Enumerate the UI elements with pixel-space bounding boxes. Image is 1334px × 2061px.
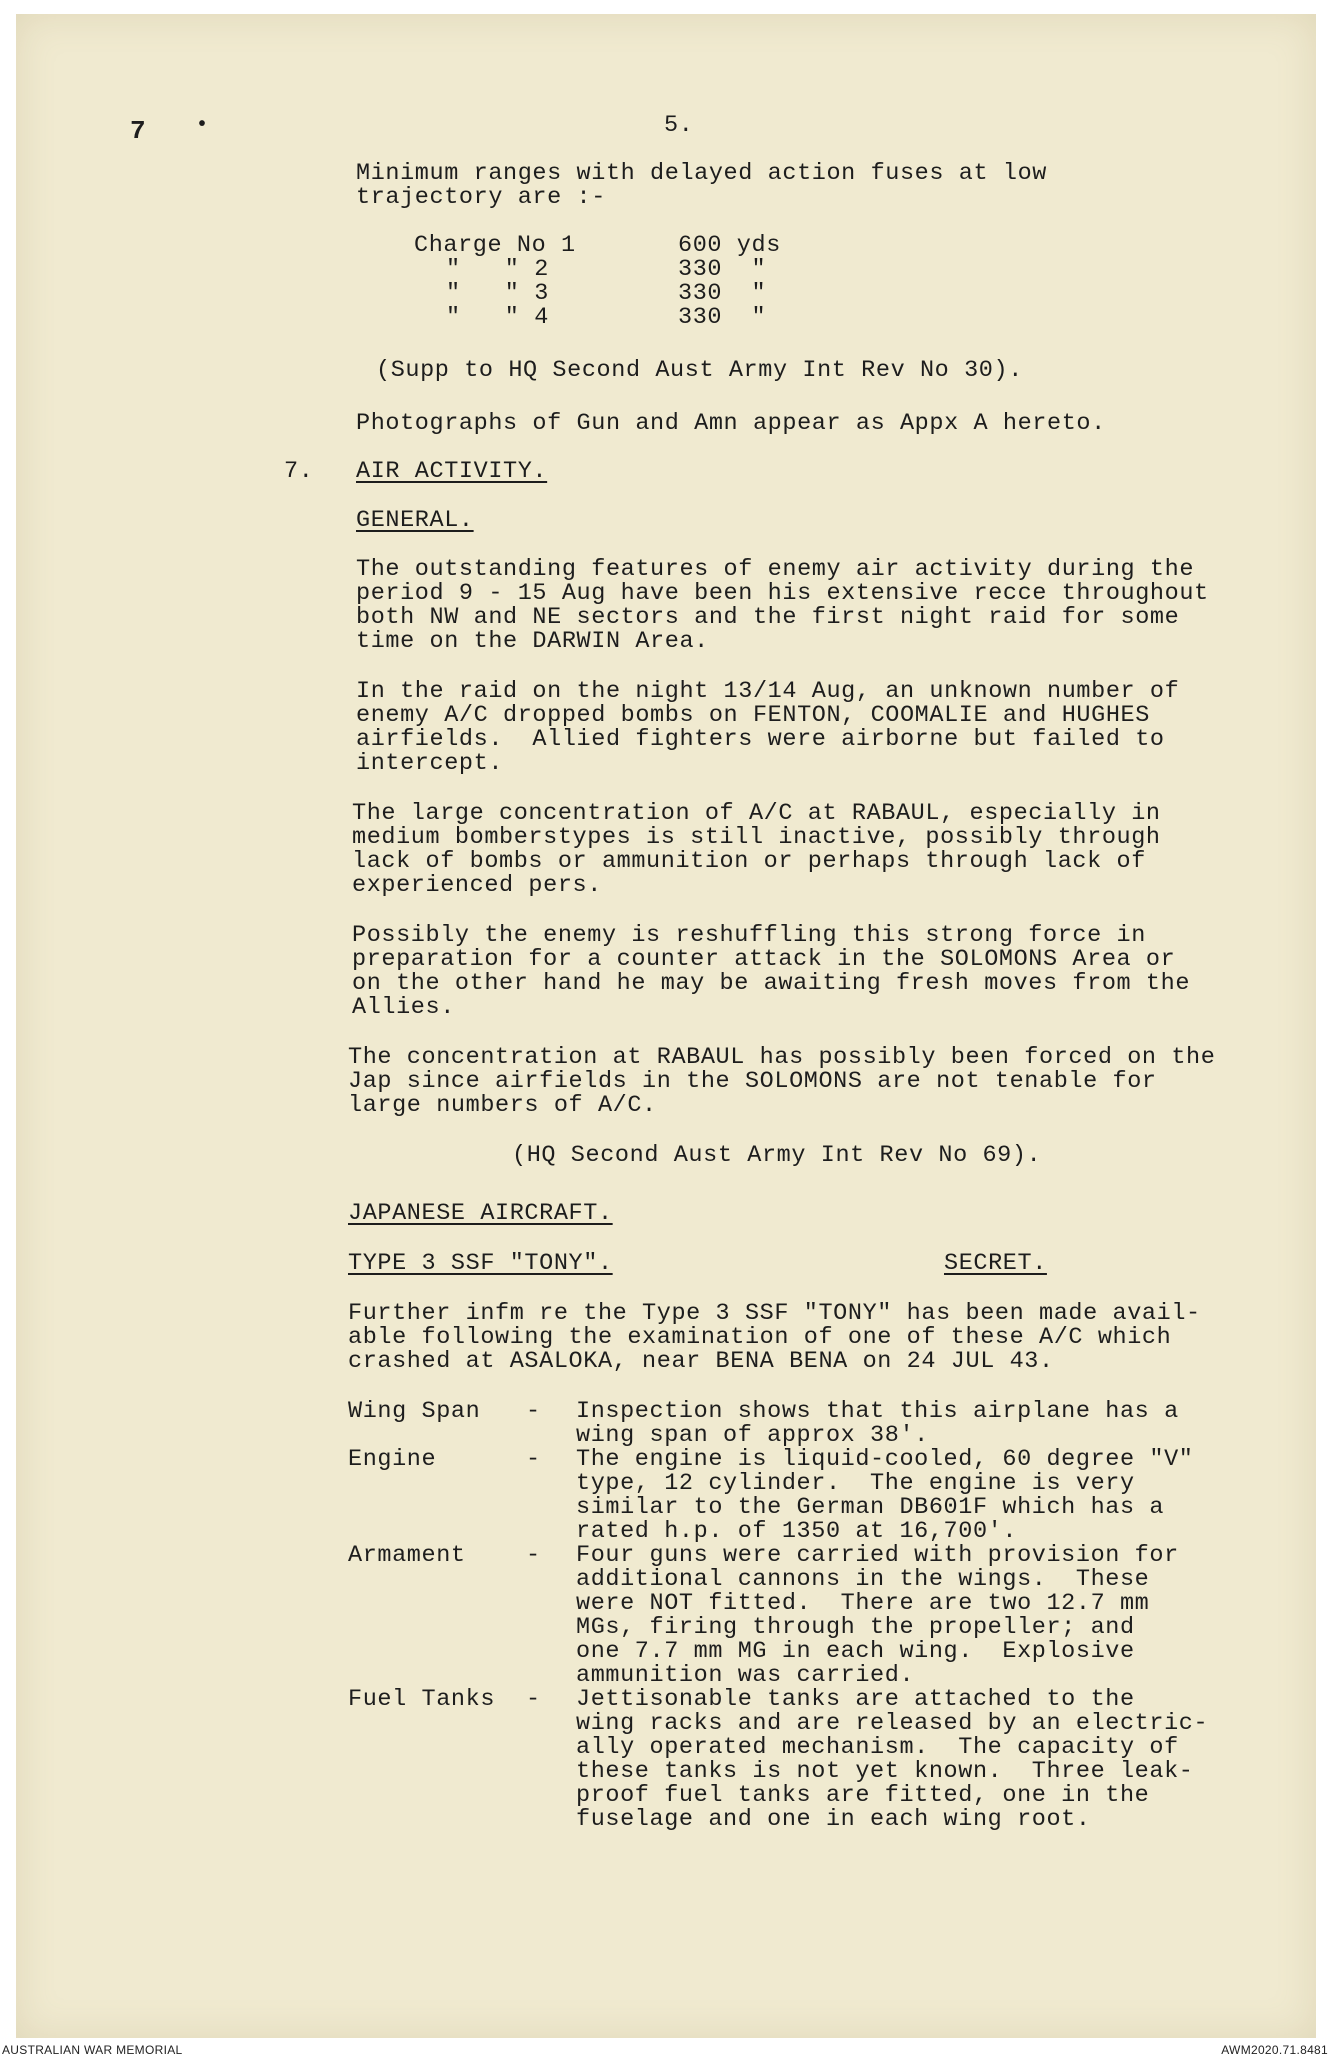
text-line: experienced pers.	[352, 872, 602, 899]
spec-term: Engine	[348, 1446, 437, 1473]
spec-line: one 7.7 mm MG in each wing. Explosive	[576, 1638, 1135, 1665]
text-line: Jap since airfields in the SOLOMONS are not tenable for	[348, 1068, 1157, 1095]
text-line: medium bomberstypes is still inactive, possibly through	[352, 824, 1161, 851]
intro-line-2: trajectory are :-	[356, 184, 606, 211]
section-number: 7.	[284, 458, 314, 485]
spec-line: type, 12 cylinder. The engine is very	[576, 1470, 1135, 1497]
charge-range: 600 yds	[678, 232, 781, 259]
text-line: In the raid on the night 13/14 Aug, an unknown number of	[356, 678, 1180, 705]
charge-label: " " 2	[446, 256, 549, 283]
text-line: Allies.	[352, 994, 455, 1021]
supp-reference: (Supp to HQ Second Aust Army Int Rev No 30).	[376, 357, 1023, 384]
text-line: The concentration at RABAUL has possibly been forced on the	[348, 1044, 1216, 1071]
text-line: enemy A/C dropped bombs on FENTON, COOMALIE and HUGHES	[356, 702, 1150, 729]
spec-line: ally operated mechanism. The capacity of	[576, 1734, 1179, 1761]
general-heading: GENERAL.	[356, 507, 474, 534]
page-number: 5.	[664, 112, 694, 139]
spec-term: Armament	[348, 1542, 466, 1569]
text-line: The large concentration of A/C at RABAUL, especially in	[352, 800, 1161, 827]
text-line: lack of bombs or ammunition or perhaps through lack of	[352, 848, 1146, 875]
secret-marking: SECRET.	[944, 1250, 1047, 1277]
spec-dash: -	[526, 1398, 541, 1425]
spec-term: Wing Span	[348, 1398, 481, 1425]
spec-line: wing span of approx 38'.	[576, 1422, 929, 1449]
spec-dash: -	[526, 1542, 541, 1569]
spec-line: fuselage and one in each wing root.	[576, 1806, 1091, 1833]
photos-note: Photographs of Gun and Amn appear as Appx A hereto.	[356, 410, 1106, 437]
spec-line: The engine is liquid-cooled, 60 degree "V"	[576, 1446, 1194, 1473]
text-line: The outstanding features of enemy air activity during the	[356, 556, 1195, 583]
spec-line: ammunition was carried.	[576, 1662, 915, 1689]
text-line: large numbers of A/C.	[348, 1092, 657, 1119]
section-title: AIR ACTIVITY.	[356, 458, 548, 485]
footer-archive-name: AUSTRALIAN WAR MEMORIAL	[2, 2043, 183, 2057]
intro-line-1: Minimum ranges with delayed action fuses at low	[356, 160, 1048, 187]
spec-term: Fuel Tanks	[348, 1686, 496, 1713]
text-line: preparation for a counter attack in the SOLOMONS Area or	[352, 946, 1176, 973]
type-heading: TYPE 3 SSF "TONY".	[348, 1250, 613, 1277]
charge-range: 330 "	[678, 304, 767, 331]
text-line: Further infm re the Type 3 SSF "TONY" has been made avail-	[348, 1300, 1201, 1327]
charge-range: 330 "	[678, 256, 767, 283]
charge-label: " " 4	[446, 304, 549, 331]
spec-line: wing racks and are released by an electric-	[576, 1710, 1209, 1737]
spec-line: were NOT fitted. There are two 12.7 mm	[576, 1590, 1150, 1617]
document-page	[16, 14, 1316, 2038]
text-line: airfields. Allied fighters were airborne but failed to	[356, 726, 1165, 753]
spec-line: these tanks is not yet known. Three leak-	[576, 1758, 1194, 1785]
text-line: time on the DARWIN Area.	[356, 628, 709, 655]
text-line: able following the examination of one of these A/C which	[348, 1324, 1172, 1351]
text-line: both NW and NE sectors and the first night raid for some	[356, 604, 1180, 631]
charge-label: " " 3	[446, 280, 549, 307]
spec-line: Four guns were carried with provision for	[576, 1542, 1179, 1569]
text-line: Possibly the enemy is reshuffling this strong force in	[352, 922, 1146, 949]
margin-mark-left: 7	[130, 116, 146, 146]
charge-label: Charge No 1	[414, 232, 576, 259]
text-line: intercept.	[356, 750, 504, 777]
int-reference: (HQ Second Aust Army Int Rev No 69).	[512, 1142, 1042, 1169]
spec-line: rated h.p. of 1350 at 16,700'.	[576, 1518, 1018, 1545]
spec-line: additional cannons in the wings. These	[576, 1566, 1150, 1593]
footer-catalogue-id: AWM2020.71.8481	[1221, 2043, 1328, 2057]
text-line: on the other hand he may be awaiting fresh moves from the	[352, 970, 1191, 997]
spec-line: Jettisonable tanks are attached to the	[576, 1686, 1135, 1713]
text-line: period 9 - 15 Aug have been his extensive recce throughout	[356, 580, 1209, 607]
margin-mark-dot: •	[196, 114, 209, 137]
spec-dash: -	[526, 1686, 541, 1713]
spec-line: MGs, firing through the propeller; and	[576, 1614, 1135, 1641]
japanese-aircraft-heading: JAPANESE AIRCRAFT.	[348, 1200, 613, 1227]
spec-line: proof fuel tanks are fitted, one in the	[576, 1782, 1150, 1809]
spec-line: Inspection shows that this airplane has a	[576, 1398, 1179, 1425]
spec-dash: -	[526, 1446, 541, 1473]
text-line: crashed at ASALOKA, near BENA BENA on 24 JUL 43.	[348, 1348, 1054, 1375]
charge-range: 330 "	[678, 280, 767, 307]
spec-line: similar to the German DB601F which has a	[576, 1494, 1165, 1521]
